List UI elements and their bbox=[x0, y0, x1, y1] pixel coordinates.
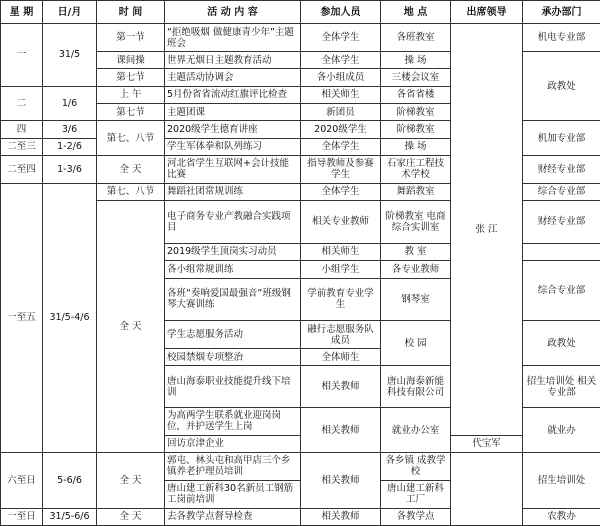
content-cell: 学生志愿服务活动 bbox=[165, 321, 301, 349]
location-cell: 唐山建工新科工厂 bbox=[381, 480, 451, 508]
week-cell: 一至五 bbox=[1, 183, 43, 452]
participants-cell: 2020级学生 bbox=[301, 121, 381, 138]
time-cell: 第七节 bbox=[97, 69, 165, 86]
date-cell: 1/6 bbox=[43, 86, 97, 121]
content-cell: 河北省学生互联网+会计技能比赛 bbox=[165, 155, 301, 183]
time-cell: 第一节 bbox=[97, 24, 165, 52]
time-cell: 课间操 bbox=[97, 51, 165, 68]
header-dept: 承办部门 bbox=[523, 1, 600, 24]
dept-cell: 农教办 bbox=[523, 508, 600, 525]
header-participants: 参加人员 bbox=[301, 1, 381, 24]
content-cell: 电子商务专业产教融合实践项目 bbox=[165, 201, 301, 244]
header-week: 星 期 bbox=[1, 1, 43, 24]
participants-cell: 相关师生 bbox=[301, 243, 381, 260]
location-cell: 操 场 bbox=[381, 51, 451, 68]
participants-cell: 全体学生 bbox=[301, 51, 381, 68]
content-cell: 2020级学生德育讲座 bbox=[165, 121, 301, 138]
table-row bbox=[1, 24, 600, 52]
leader-cell: 代宝军 bbox=[451, 435, 523, 452]
participants-cell: 小组学生 bbox=[301, 261, 381, 278]
header-row bbox=[1, 1, 600, 24]
week-cell: 一至日 bbox=[1, 508, 43, 525]
location-cell: 三楼会议室 bbox=[381, 69, 451, 86]
location-cell: 钢琴室 bbox=[381, 278, 451, 321]
dept-cell: 财经专业部 bbox=[523, 155, 600, 183]
content-cell: 主题活动协调会 bbox=[165, 69, 301, 86]
content-cell: 主题团课 bbox=[165, 103, 301, 120]
content-cell: “拒绝吸烟 做健康青少年”主题班会 bbox=[165, 24, 301, 52]
location-cell: 唐山海泰新能科技有限公司 bbox=[381, 366, 451, 408]
time-cell: 第七节 bbox=[97, 103, 165, 120]
location-cell: 校 园 bbox=[381, 321, 451, 366]
location-cell: 各乡镇 成教学校 bbox=[381, 453, 451, 481]
location-cell: 就业办公室 bbox=[381, 408, 451, 453]
location-cell: 舞蹈教室 bbox=[381, 183, 451, 200]
dept-cell: 综合专业部 bbox=[523, 261, 600, 321]
participants-cell: 相关教师 bbox=[301, 453, 381, 509]
week-cell: 二至三 bbox=[1, 138, 43, 155]
date-cell: 31/5-6/6 bbox=[43, 508, 97, 525]
content-cell: 唐山建工新科30名新员工钢筋工岗前培训 bbox=[165, 480, 301, 508]
leader-cell-empty bbox=[451, 453, 523, 526]
content-cell: 各班“奏响爱国最强音”班级钢琴大赛训练 bbox=[165, 278, 301, 321]
header-leader: 出席领导 bbox=[451, 1, 523, 24]
time-cell: 全 天 bbox=[97, 201, 165, 453]
time-cell: 全 天 bbox=[97, 453, 165, 509]
content-cell: 为高两学生联系就业迎岗岗位，并护送学生上岗 bbox=[165, 408, 301, 436]
date-cell: 1-2/6 bbox=[43, 138, 97, 155]
content-cell: 5月份省省流动红旗评比检查 bbox=[165, 86, 301, 103]
dept-cell: 机加专业部 bbox=[523, 121, 600, 156]
content-cell: 世界无烟日主题教育活动 bbox=[165, 51, 301, 68]
dept-cell-empty bbox=[523, 243, 600, 260]
content-cell: 2019级学生顶岗实习动员 bbox=[165, 243, 301, 260]
content-cell: 各小组常规训练 bbox=[165, 261, 301, 278]
content-cell: 舞蹈社团常规训练 bbox=[165, 183, 301, 200]
location-cell: 阶梯教室 bbox=[381, 103, 451, 120]
time-cell: 全 天 bbox=[97, 508, 165, 525]
date-cell: 1-3/6 bbox=[43, 155, 97, 183]
time-cell: 全 天 bbox=[97, 155, 165, 183]
participants-cell: 全体师生 bbox=[301, 349, 381, 366]
leader-cell bbox=[451, 24, 523, 436]
participants-cell: 新团员 bbox=[301, 103, 381, 120]
table-row bbox=[1, 453, 600, 481]
content-cell: 郭屯、林头屯和高甲店三个乡镇养老护理员培训 bbox=[165, 453, 301, 481]
date-cell: 31/5-4/6 bbox=[43, 183, 97, 452]
participants-cell: 全体学生 bbox=[301, 24, 381, 52]
dept-cell: 招生培训处 相关专业部 bbox=[523, 366, 600, 408]
location-cell: 操 场 bbox=[381, 138, 451, 155]
header-location: 地 点 bbox=[381, 1, 451, 24]
time-cell: 第七、八节 bbox=[97, 183, 165, 200]
header-date: 日/月 bbox=[43, 1, 97, 24]
time-cell: 第七、八节 bbox=[97, 121, 165, 156]
content-cell: 唐山海泰职业技能提升线下培训 bbox=[165, 366, 301, 408]
week-cell: 一 bbox=[1, 24, 43, 86]
participants-cell: 相关教师 bbox=[301, 408, 381, 453]
location-cell: 各省省楼 bbox=[381, 86, 451, 103]
date-cell: 5-6/6 bbox=[43, 453, 97, 509]
date-cell: 31/5 bbox=[43, 24, 97, 86]
location-cell: 教 室 bbox=[381, 243, 451, 260]
week-cell: 二 bbox=[1, 86, 43, 121]
dept-cell: 财经专业部 bbox=[523, 201, 600, 244]
location-cell: 阶梯教室 bbox=[381, 121, 451, 138]
location-cell: 各班教室 bbox=[381, 24, 451, 52]
dept-cell: 政教处 bbox=[523, 51, 600, 120]
header-time: 时 间 bbox=[97, 1, 165, 24]
participants-cell: 相关专业教师 bbox=[301, 201, 381, 244]
content-cell: 回访京津企业 bbox=[165, 435, 301, 452]
week-cell: 二至四 bbox=[1, 155, 43, 183]
participants-cell: 各小组成员 bbox=[301, 69, 381, 86]
content-cell: 校园禁烟专项整治 bbox=[165, 349, 301, 366]
participants-cell: 指导教师及参赛学生 bbox=[301, 155, 381, 183]
dept-cell: 综合专业部 bbox=[523, 183, 600, 200]
dept-cell: 招生培训处 bbox=[523, 453, 600, 509]
leader-name: 张 江 bbox=[475, 223, 498, 235]
time-cell: 上 午 bbox=[97, 86, 165, 103]
participants-cell: 相关教师 bbox=[301, 508, 381, 525]
header-content: 活 动 内 容 bbox=[165, 1, 301, 24]
week-cell: 六至日 bbox=[1, 453, 43, 509]
date-cell: 3/6 bbox=[43, 121, 97, 138]
location-cell: 阶梯教室 电商综合实训室 bbox=[381, 201, 451, 244]
participants-cell: 融行志愿服务队成员 bbox=[301, 321, 381, 349]
dept-cell: 政教处 bbox=[523, 321, 600, 366]
location-cell: 石家庄工程技术学校 bbox=[381, 155, 451, 183]
participants-cell: 学前教育专业学生 bbox=[301, 278, 381, 321]
dept-cell: 机电专业部 bbox=[523, 24, 600, 52]
participants-cell: 相关师生 bbox=[301, 86, 381, 103]
week-cell: 四 bbox=[1, 121, 43, 138]
participants-cell: 全体学生 bbox=[301, 138, 381, 155]
participants-cell: 相关教师 bbox=[301, 366, 381, 408]
content-cell: 去各教学点督导检查 bbox=[165, 508, 301, 525]
participants-cell: 全体学生 bbox=[301, 183, 381, 200]
content-cell: 学生军体拳和队列练习 bbox=[165, 138, 301, 155]
location-cell: 各专业教师 bbox=[381, 261, 451, 278]
dept-cell: 就业办 bbox=[523, 408, 600, 453]
location-cell: 各教学点 bbox=[381, 508, 451, 525]
